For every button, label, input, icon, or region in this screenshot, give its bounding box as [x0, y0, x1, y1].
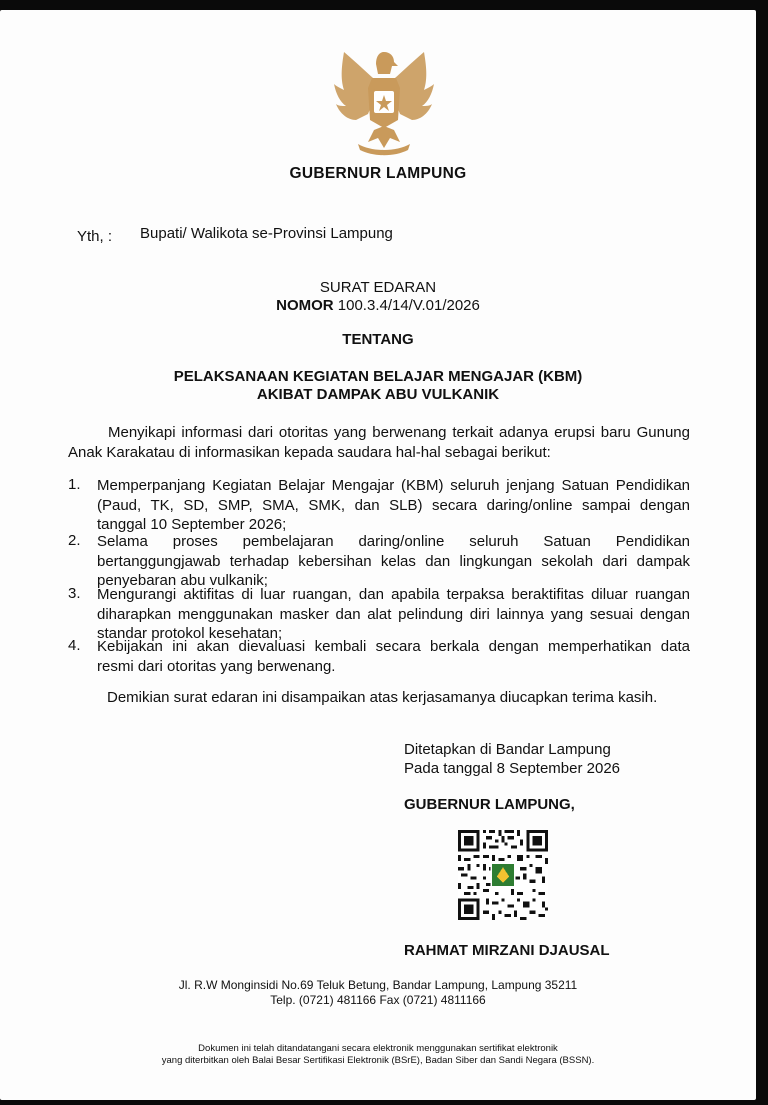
item-line: Mengurangi aktifitas di luar ruangan, dan apabila terpaksa beraktifitas diluar ruangan — [97, 586, 690, 603]
date-label: Pada tanggal — [404, 760, 493, 777]
item-line: (Paud, TK, SD, SMP, SMA, SMK, dan SLB) secara daring/online sampai dengan — [97, 496, 690, 514]
item-line: standar protokol kesehatan; — [97, 625, 283, 642]
document-number — [0, 297, 756, 314]
subject-line-2: AKIBAT DAMPAK ABU VULKANIK — [256, 386, 500, 403]
addressee-value: Bupati/ Walikota se-Provinsi Lampung — [140, 225, 393, 242]
item-line: resmi dari otoritas yang berwenang. — [97, 657, 336, 675]
signatory-name: RAHMAT MIRZANI DJAUSAL — [404, 942, 610, 959]
list-item — [97, 585, 690, 644]
about-heading: TENTANG — [342, 331, 414, 348]
intro-paragraph — [68, 423, 690, 462]
intro-line-2: Anak Karakatau di informasikan kepada saudara hal-hal sebagai berikut: — [68, 443, 551, 461]
footer-phone: Telp. (0721) 481166 Fax (0721) 4811166 — [270, 993, 486, 1007]
item-number: 1. — [68, 476, 81, 493]
list-item — [97, 637, 690, 676]
item-number: 4. — [68, 637, 81, 654]
date-value: 8 September 2026 — [496, 760, 621, 777]
intro-line-1: Menyikapi informasi dari otoritas yang berwenang terkait adanya erupsi baru Gunung — [108, 424, 690, 441]
addressee-label: Yth, : — [77, 228, 113, 245]
footer-note-line-2: yang diterbitkan oleh Balai Besar Sertifikasi Elektronik (BSrE), Badan Siber dan Sandi Negara (BSSN). — [161, 1055, 595, 1066]
number-value: 100.3.4/14/V.01/2026 — [337, 297, 480, 314]
qr-code-icon — [458, 830, 548, 920]
signature-date — [404, 760, 620, 777]
list-item — [97, 476, 690, 535]
closing-paragraph: Demikian surat edaran ini disampaikan atas kerjasamanya diucapkan terima kasih. — [107, 689, 658, 706]
garuda-emblem-icon — [328, 44, 440, 164]
item-line: Memperpanjang Kegiatan Belajar Mengajar (KBM) seluruh jenjang Satuan Pendidikan — [97, 477, 690, 494]
item-number: 3. — [68, 585, 81, 602]
item-line: tanggal 10 September 2026; — [97, 516, 287, 533]
item-number: 2. — [68, 532, 81, 549]
list-item — [97, 532, 690, 591]
footer-note-line-1: Dokumen ini telah ditandatangani secara elektronik menggunakan sertifikat elektronik — [198, 1043, 558, 1054]
item-line: Kebijakan ini akan dievaluasi kembali secara berkala dengan memperhatikan data — [97, 638, 690, 655]
item-line: penyebaran abu vulkanik; — [97, 572, 268, 589]
letterhead-title: GUBERNUR LAMPUNG — [289, 165, 467, 182]
signature-title: GUBERNUR LAMPUNG, — [404, 796, 575, 813]
signature-place: Ditetapkan di Bandar Lampung — [404, 741, 611, 758]
letter-page — [0, 10, 756, 1100]
item-line: diharapkan menggunakan masker dan alat pelindung diri lainnya yang sesuai dengan — [97, 605, 690, 623]
number-label: NOMOR — [276, 297, 334, 314]
item-line: bertanggungjawab terhadap kebersihan kelas dan lingkungan sekolah dari dampak — [97, 552, 690, 570]
footer-address: Jl. R.W Monginsidi No.69 Teluk Betung, Bandar Lampung, Lampung 35211 — [178, 978, 578, 992]
item-line: Selama proses pembelajaran daring/online seluruh Satuan Pendidikan — [97, 533, 690, 550]
subject-line-1: PELAKSANAAN KEGIATAN BELAJAR MENGAJAR (KBM) — [173, 368, 583, 385]
document-type: SURAT EDARAN — [319, 279, 437, 296]
